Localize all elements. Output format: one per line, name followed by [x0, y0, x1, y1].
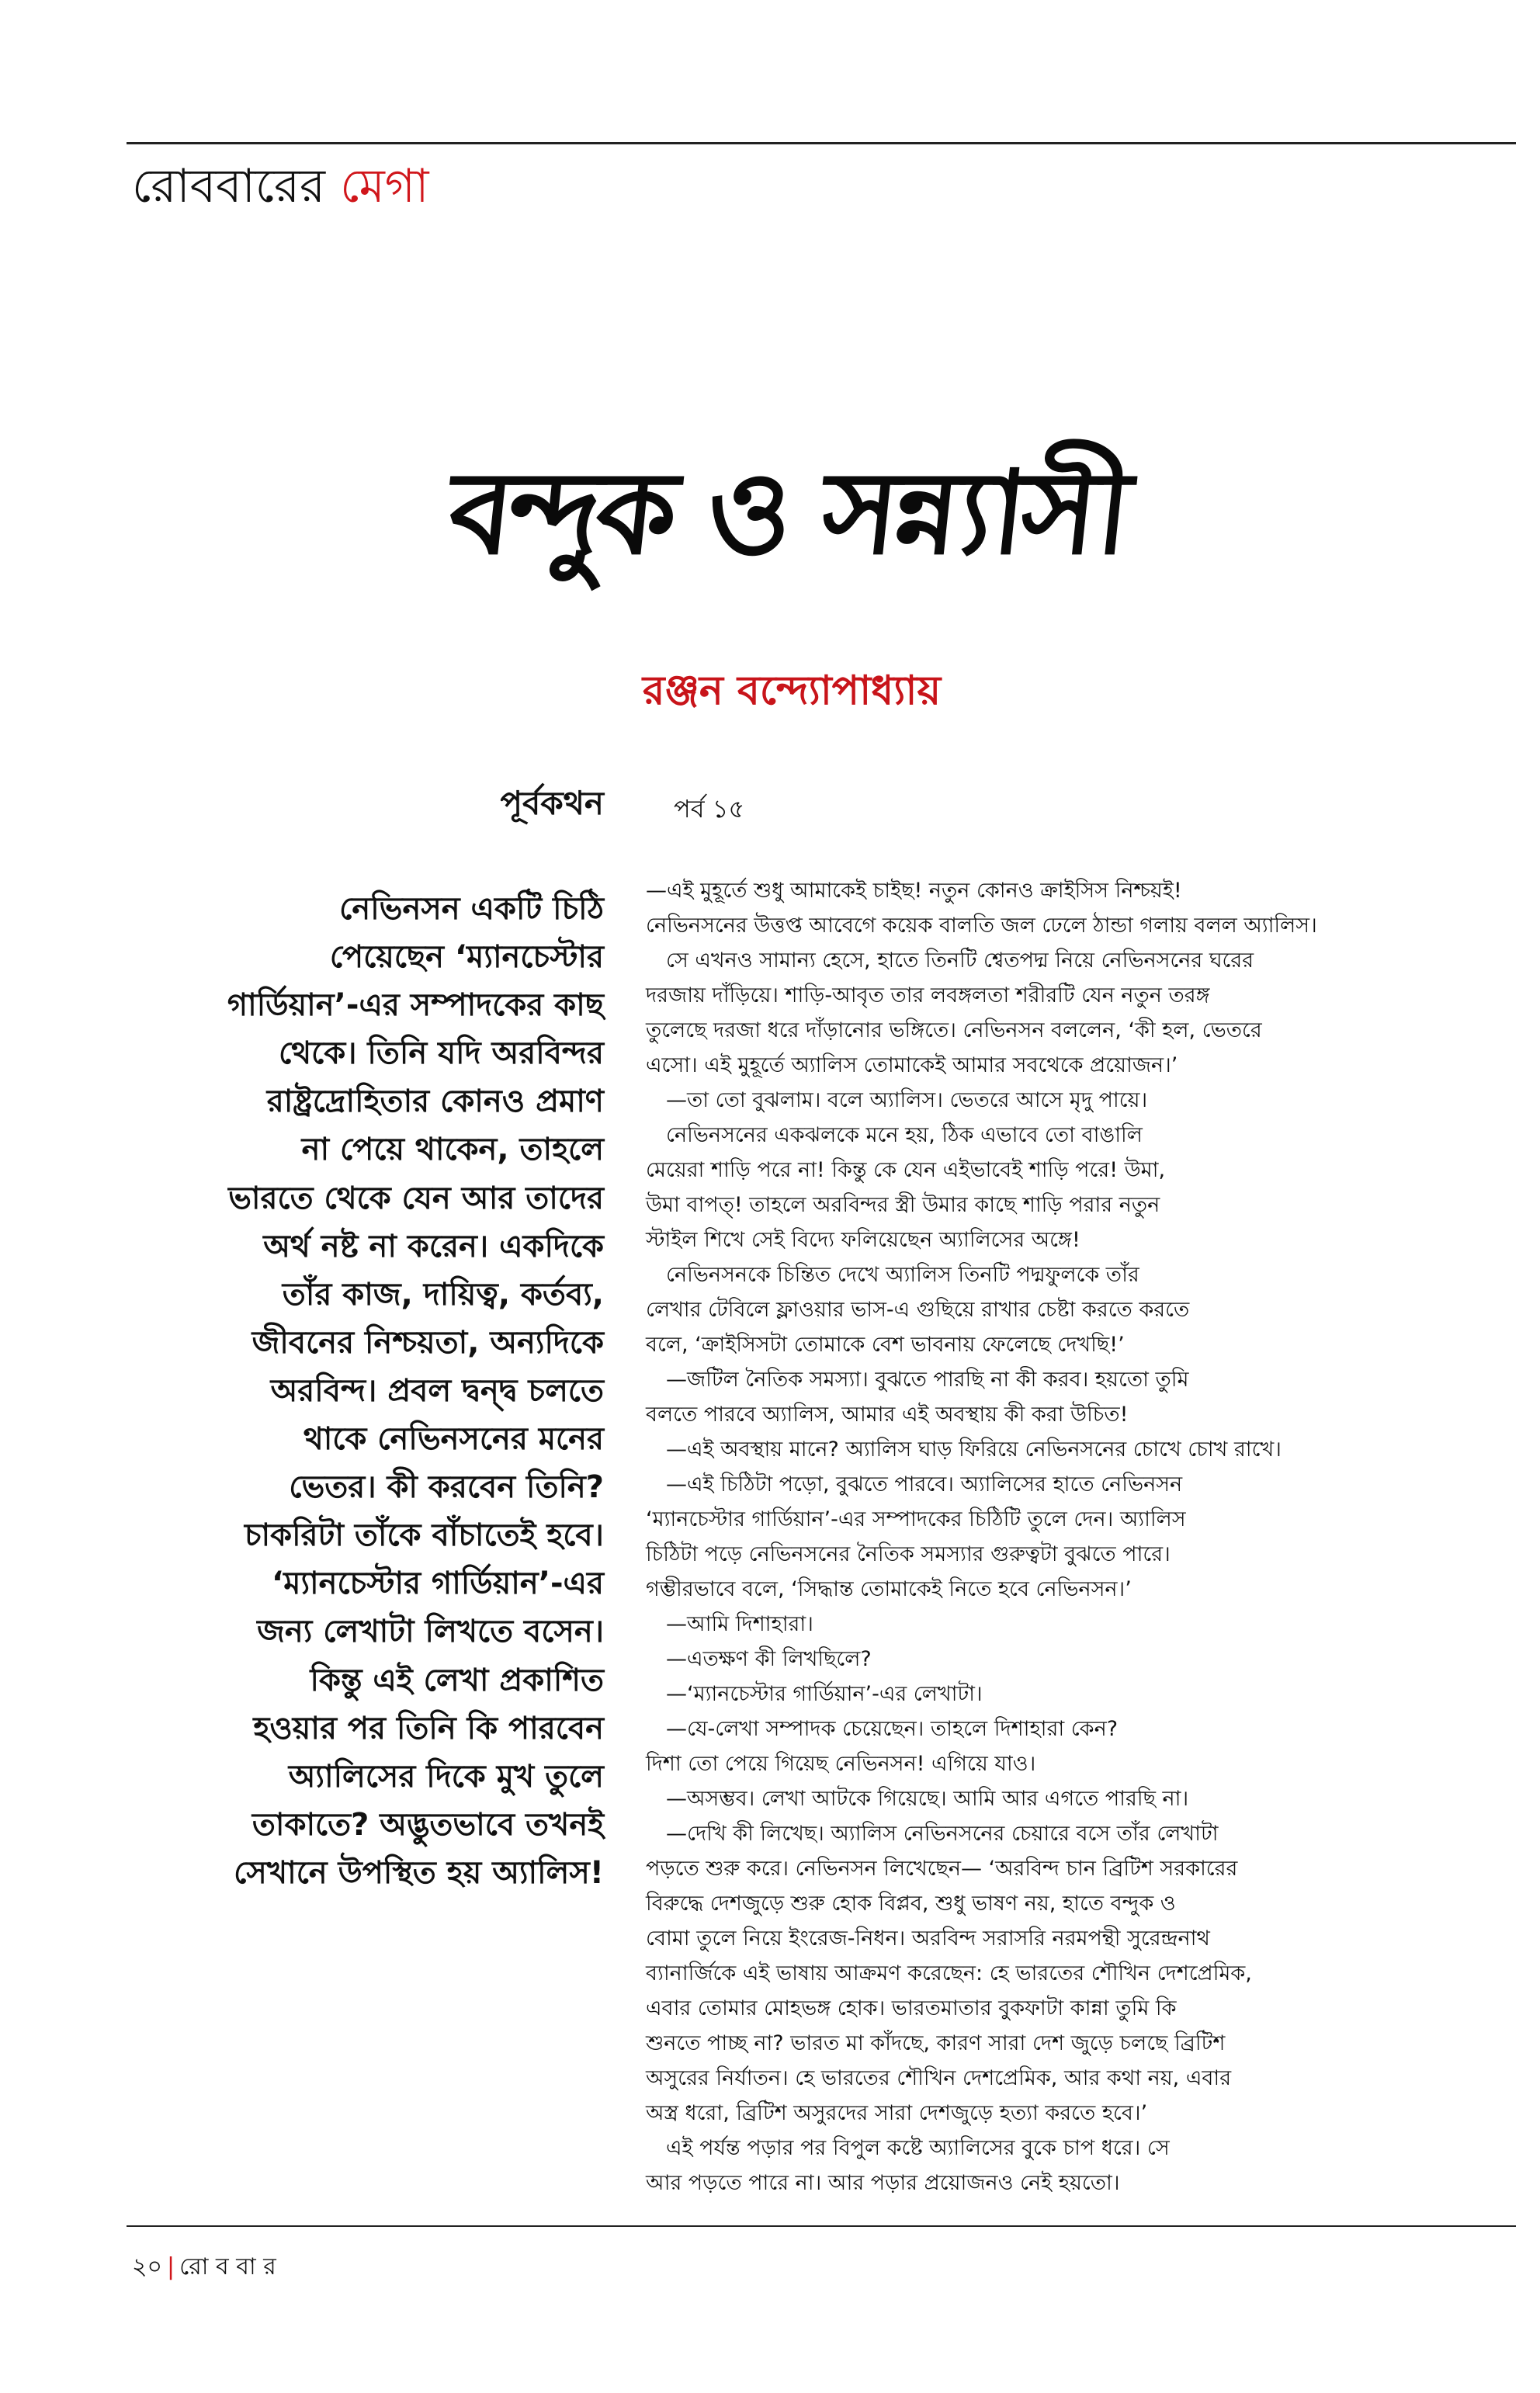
episode-label: পর্ব ১৫: [674, 794, 745, 824]
story-line: তুলেছে দরজা ধরে দাঁড়ানোর ভঙ্গিতে। নেভিনসন বললেন, ‘কী হল, ভেতরে: [646, 1018, 1262, 1042]
story-line: এই পর্যন্ত পড়ার পর বিপুল কষ্টে অ্যালিসের বুকে চাপ ধরে। সে: [666, 2136, 1170, 2160]
story-body: [646, 873, 1507, 2201]
story-line: উমা বাপত্! তাহলে অরবিন্দর স্ত্রী উমার কাছে শাড়ি পরার নতুন: [646, 1193, 1160, 1217]
author-name: রঞ্জন বন্দ্যোপাধ্যায়: [642, 668, 942, 714]
story-line: নেভিনসনের উত্তপ্ত আবেগে কয়েক বালতি জল ঢেলে ঠান্ডা গলায় বলল অ্যালিস।: [646, 914, 1317, 938]
summary-text: [140, 885, 604, 1897]
summary-line: তাকাতে? অদ্ভুতভাবে তখনই: [251, 1806, 604, 1843]
summary-line: অরবিন্দ। প্রবল দ্বন্দ্ব চলতে: [270, 1372, 604, 1409]
section-label-robbarer: রোববারের: [132, 159, 326, 213]
story-line: —এতক্ষণ কী লিখছিলে?: [666, 1647, 872, 1671]
story-line: এসো। এই মুহূর্তে অ্যালিস তোমাকেই আমার সবথেকে প্রয়োজন।’: [646, 1053, 1178, 1077]
summary-line: পেয়েছেন ‘ম্যানচেস্টার: [329, 939, 604, 976]
summary-heading: পূর্বকথন: [500, 784, 604, 822]
summary-line: ভেতর। কী করবেন তিনি?: [289, 1469, 604, 1506]
summary-line: কিন্তু এই লেখা প্রকাশিত: [310, 1662, 604, 1698]
summary-line: ভারতে থেকে যেন আর তাদের: [228, 1180, 604, 1216]
story-line: দিশা তো পেয়ে গিয়েছ নেভিনসন! এগিয়ে যাও।: [646, 1752, 1036, 1776]
summary-line: জন্য লেখাটা লিখতে বসেন।: [257, 1614, 604, 1650]
footer-separator: |: [167, 2253, 175, 2280]
summary-line: থাকে নেভিনসনের মনের: [303, 1421, 604, 1458]
section-header: [132, 155, 429, 217]
summary-line: চাকরিটা তাঁকে বাঁচাতেই হবে।: [244, 1517, 604, 1554]
story-line: সে এখনও সামান্য হেসে, হাতে তিনটি শ্বেতপদ্ম নিয়ে নেভিনসনের ঘরের: [666, 949, 1254, 973]
story-line: বিরুদ্ধে দেশজুড়ে শুরু হোক বিপ্লব, শুধু ভাষণ নয়, হাতে বন্দুক ও: [646, 1892, 1176, 1916]
story-line: পড়তে শুরু করে। নেভিনসন লিখেছেন— ‘অরবিন্দ চান ব্রিটিশ সরকারের: [646, 1857, 1238, 1881]
summary-line: ‘ম্যানচেস্টার গার্ডিয়ান’-এর: [272, 1566, 604, 1602]
summary-line: নেভিনসন একটি চিঠি: [339, 891, 604, 927]
story-line: —যে-লেখা সম্পাদক চেয়েছেন। তাহলে দিশাহারা কেন?: [666, 1717, 1119, 1741]
story-line: এবার তোমার মোহভঙ্গ হোক। ভারতমাতার বুকফাটা কান্না তুমি কি: [646, 1996, 1177, 2020]
story-line: ব্যানার্জিকে এই ভাষায় আক্রমণ করেছেন: হে ভারতের শৌখিন দেশপ্রেমিক,: [646, 1961, 1252, 1985]
summary-line: অর্থ নষ্ট না করেন। একদিকে: [263, 1228, 604, 1264]
story-line: ‘ম্যানচেস্টার গার্ডিয়ান’-এর সম্পাদকের চিঠিটি তুলে দেন। অ্যালিস: [646, 1507, 1186, 1531]
story-line: বোমা তুলে নিয়ে ইংরেজ-নিধন। অরবিন্দ সরাসরি নরমপন্থী সুরেন্দ্রনাথ: [646, 1927, 1210, 1951]
story-line: অস্ত্র ধরো, ব্রিটিশ অসুরদের সারা দেশজুড়ে হত্যা করতে হবে।’: [646, 2101, 1148, 2125]
summary-line: অ্যালিসের দিকে মুখ তুলে: [288, 1758, 604, 1795]
top-rule: [127, 142, 1516, 144]
story-line: বলে, ‘ক্রাইসিসটা তোমাকে বেশ ভাবনায় ফেলেছে দেখছি!’: [646, 1333, 1125, 1357]
story-line: —জটিল নৈতিক সমস্যা। বুঝতে পারছি না কী করব। হয়তো তুমি: [666, 1368, 1189, 1392]
story-line: স্টাইল শিখে সেই বিদ্যে ফলিয়েছেন অ্যালিসের অঙ্গে!: [646, 1228, 1080, 1252]
page-number: ২০: [132, 2253, 163, 2280]
story-line: —আমি দিশাহারা।: [666, 1612, 813, 1636]
story-line: —তা তো বুঝলাম। বলে অ্যালিস। ভেতরে আসে মৃদু পায়ে।: [666, 1088, 1148, 1112]
page-footer: [132, 2251, 276, 2284]
story-line: মেয়েরা শাড়ি পরে না! কিন্তু কে যেন এইভাবেই শাড়ি পরে! উমা,: [646, 1158, 1166, 1182]
summary-line: তাঁর কাজ, দায়িত্ব, কর্তব্য,: [282, 1276, 604, 1313]
story-line: —‘ম্যানচেস্টার গার্ডিয়ান’-এর লেখাটা।: [666, 1682, 983, 1706]
story-line: —এই চিঠিটা পড়ো, বুঝতে পারবে। অ্যালিসের হাতে নেভিনসন: [666, 1472, 1183, 1496]
story-line: আর পড়তে পারে না। আর পড়ার প্রয়োজনও নেই হয়তো।: [646, 2171, 1120, 2195]
section-label-mega: মেগা: [340, 159, 429, 213]
story-line: —অসম্ভব। লেখা আটকে গিয়েছে। আমি আর এগতে পারছি না।: [666, 1787, 1189, 1811]
story-line: নেভিনসনের একঝলকে মনে হয়, ঠিক এভাবে তো বাঙালি: [666, 1123, 1143, 1147]
story-line: দরজায় দাঁড়িয়ে। শাড়ি-আবৃত তার লবঙ্গলতা শরীরটি যেন নতুন তরঙ্গ: [646, 983, 1210, 1007]
summary-line: জীবনের নিশ্চয়তা, অন্যদিকে: [251, 1324, 604, 1361]
story-line: বলতে পারবে অ্যালিস, আমার এই অবস্থায় কী করা উচিত!: [646, 1403, 1129, 1427]
story-line: —দেখি কী লিখেছ। অ্যালিস নেভিনসনের চেয়ারে বসে তাঁর লেখাটা: [666, 1822, 1219, 1846]
bottom-rule: [127, 2225, 1516, 2227]
summary-line: গার্ডিয়ান’-এর সম্পাদকের কাছ: [227, 987, 604, 1024]
story-line: লেখার টেবিলে ফ্লাওয়ার ভাস-এ গুছিয়ে রাখার চেষ্টা করতে করতে: [646, 1298, 1190, 1322]
magazine-name: রো ব বা র: [179, 2253, 276, 2280]
story-title: বন্দুক ও সন্ন্যাসী: [442, 445, 1133, 580]
story-line: নেভিনসনকে চিন্তিত দেখে অ্যালিস তিনটি পদ্মফুলকে তাঁর: [666, 1263, 1139, 1287]
story-line: শুনতে পাচ্ছ না? ভারত মা কাঁদছে, কারণ সারা দেশ জুড়ে চলছে ব্রিটিশ: [646, 2031, 1226, 2055]
summary-line: সেখানে উপস্থিত হয় অ্যালিস!: [234, 1854, 604, 1891]
story-line: চিঠিটা পড়ে নেভিনসনের নৈতিক সমস্যার গুরুত্বটা বুঝতে পারে।: [646, 1542, 1171, 1566]
story-line: —এই অবস্থায় মানে? অ্যালিস ঘাড় ফিরিয়ে নেভিনসনের চোখে চোখ রাখে।: [666, 1438, 1282, 1462]
summary-line: থেকে। তিনি যদি অরবিন্দর: [279, 1035, 604, 1072]
summary-line: হওয়ার পর তিনি কি পারবেন: [253, 1710, 604, 1746]
story-line: অসুরের নির্যাতন। হে ভারতের শৌখিন দেশপ্রেমিক, আর কথা নয়, এবার: [646, 2066, 1232, 2090]
summary-line: না পেয়ে থাকেন, তাহলে: [301, 1132, 604, 1168]
story-line: —এই মুহূর্তে শুধু আমাকেই চাইছ! নতুন কোনও ক্রাইসিস নিশ্চয়ই!: [646, 879, 1182, 903]
story-line: গম্ভীরভাবে বলে, ‘সিদ্ধান্ত তোমাকেই নিতে হবে নেভিনসন।’: [646, 1577, 1132, 1601]
summary-line: রাষ্ট্রদ্রোহিতার কোনও প্রমাণ: [266, 1084, 604, 1120]
